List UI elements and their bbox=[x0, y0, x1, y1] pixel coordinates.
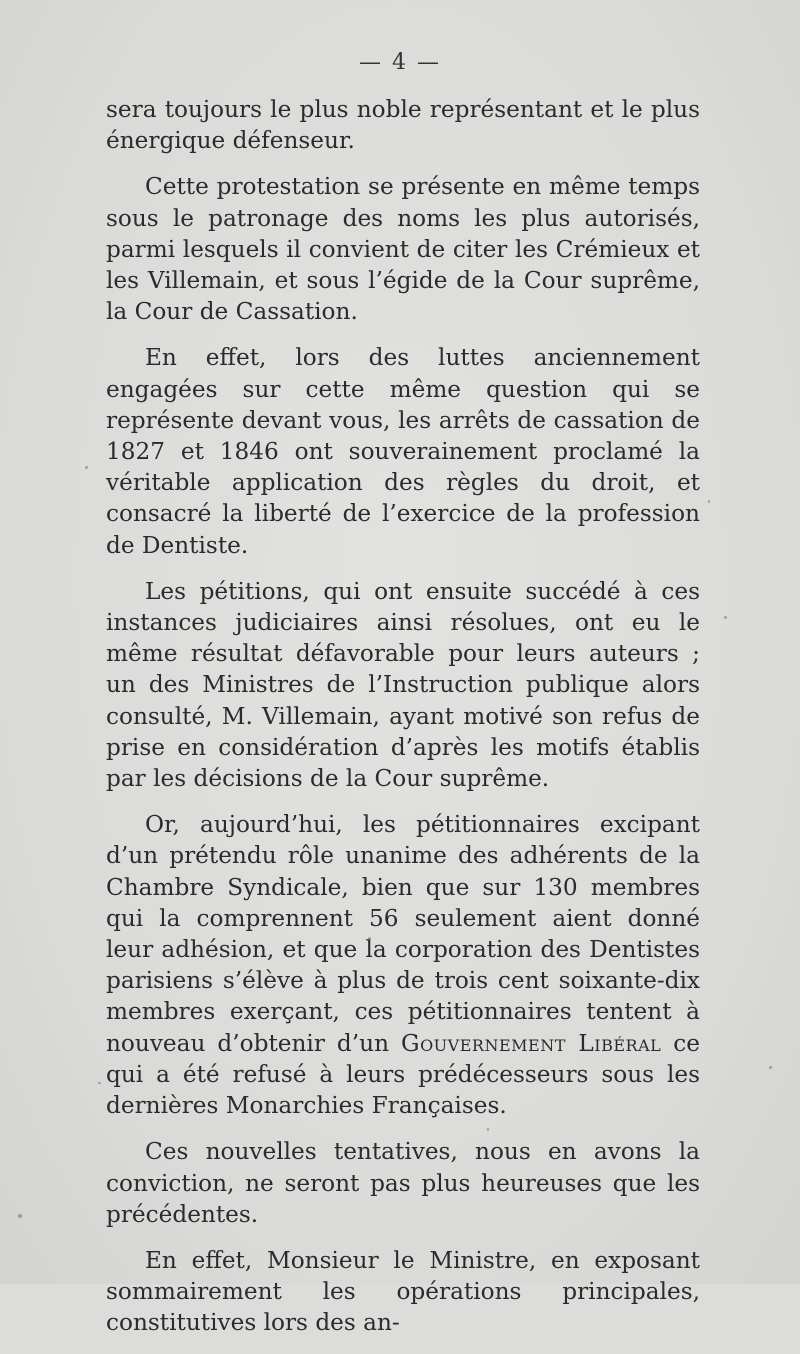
paper-speck bbox=[98, 1082, 101, 1084]
page-number: — 4 — bbox=[359, 50, 441, 75]
body-text bbox=[106, 94, 700, 1354]
paragraph-cassation: En effet, lors des luttes anciennement engagées sur cette même question qui se représente devant vous, les arrêts de cassation de 1827 et 1846 ont souverainement proclamé la véritable application des règles du droit, et consacré la liberté de l’exercice de la profession de Dentiste. bbox=[106, 344, 700, 559]
paper-speck bbox=[368, 937, 371, 940]
paper-speck bbox=[708, 500, 710, 503]
paper-speck bbox=[18, 1214, 22, 1218]
paper-speck bbox=[85, 466, 88, 469]
paragraph-protestation: Cette protestation se présente en même temps sous le patronage des noms les plus autorisés, parmi lesquels il convient de citer les Crémieux et les Villemain, et sous l’égide de la Cour suprême, la Cour de Cassation. bbox=[106, 173, 700, 326]
paper-speck bbox=[769, 1066, 772, 1069]
paragraph-aujourdhui-part2: ce qui a été refusé à leurs prédécesseurs sous les dernières Monarchies Françaises. bbox=[106, 1029, 701, 1120]
paragraph-aujourdhui bbox=[106, 809, 700, 1121]
paper-speck bbox=[724, 616, 727, 619]
paragraph-petitions: Les pétitions, qui ont ensuite succédé à ces instances judiciaires ainsi résolues, ont eu le même résultat défavorable pour leurs auteurs ; un des Ministres de l’Instruction publique alors consulté, M. Villemain, ayant motivé son refus de prise en considération d’après les motifs établis par les décisions de la Cour suprême. bbox=[106, 577, 700, 793]
paragraph-tentatives: Ces nouvelles tentatives, nous en avons la conviction, ne seront pas plus heureuses que les précédentes. bbox=[106, 1138, 700, 1228]
paragraph-continuation: sera toujours le plus noble représentant et le plus énergique défenseur. bbox=[106, 96, 700, 155]
gouvernement-liberal: Gouvernement Libéral bbox=[401, 1029, 662, 1057]
paragraph-aujourdhui-part1: Or, aujourd’hui, les pétitionnaires excipant d’un prétendu rôle unanime des adhérents de la Chambre Syndicale, bien que sur 130 membres qui la comprennent 56 seulement aient donné leur adhésion, et que la corporation des Dentistes parisiens s’élève à plus de trois cent soixante-dix membres exerçant, ces pétitionnaires tentent à nouveau d’obtenir d’un bbox=[106, 811, 700, 1057]
paragraph-en-effet: En effet, Monsieur le Ministre, en exposant sommairement les opérations principales, constitutives lors des an- bbox=[106, 1246, 700, 1337]
paper-speck bbox=[487, 1128, 489, 1131]
